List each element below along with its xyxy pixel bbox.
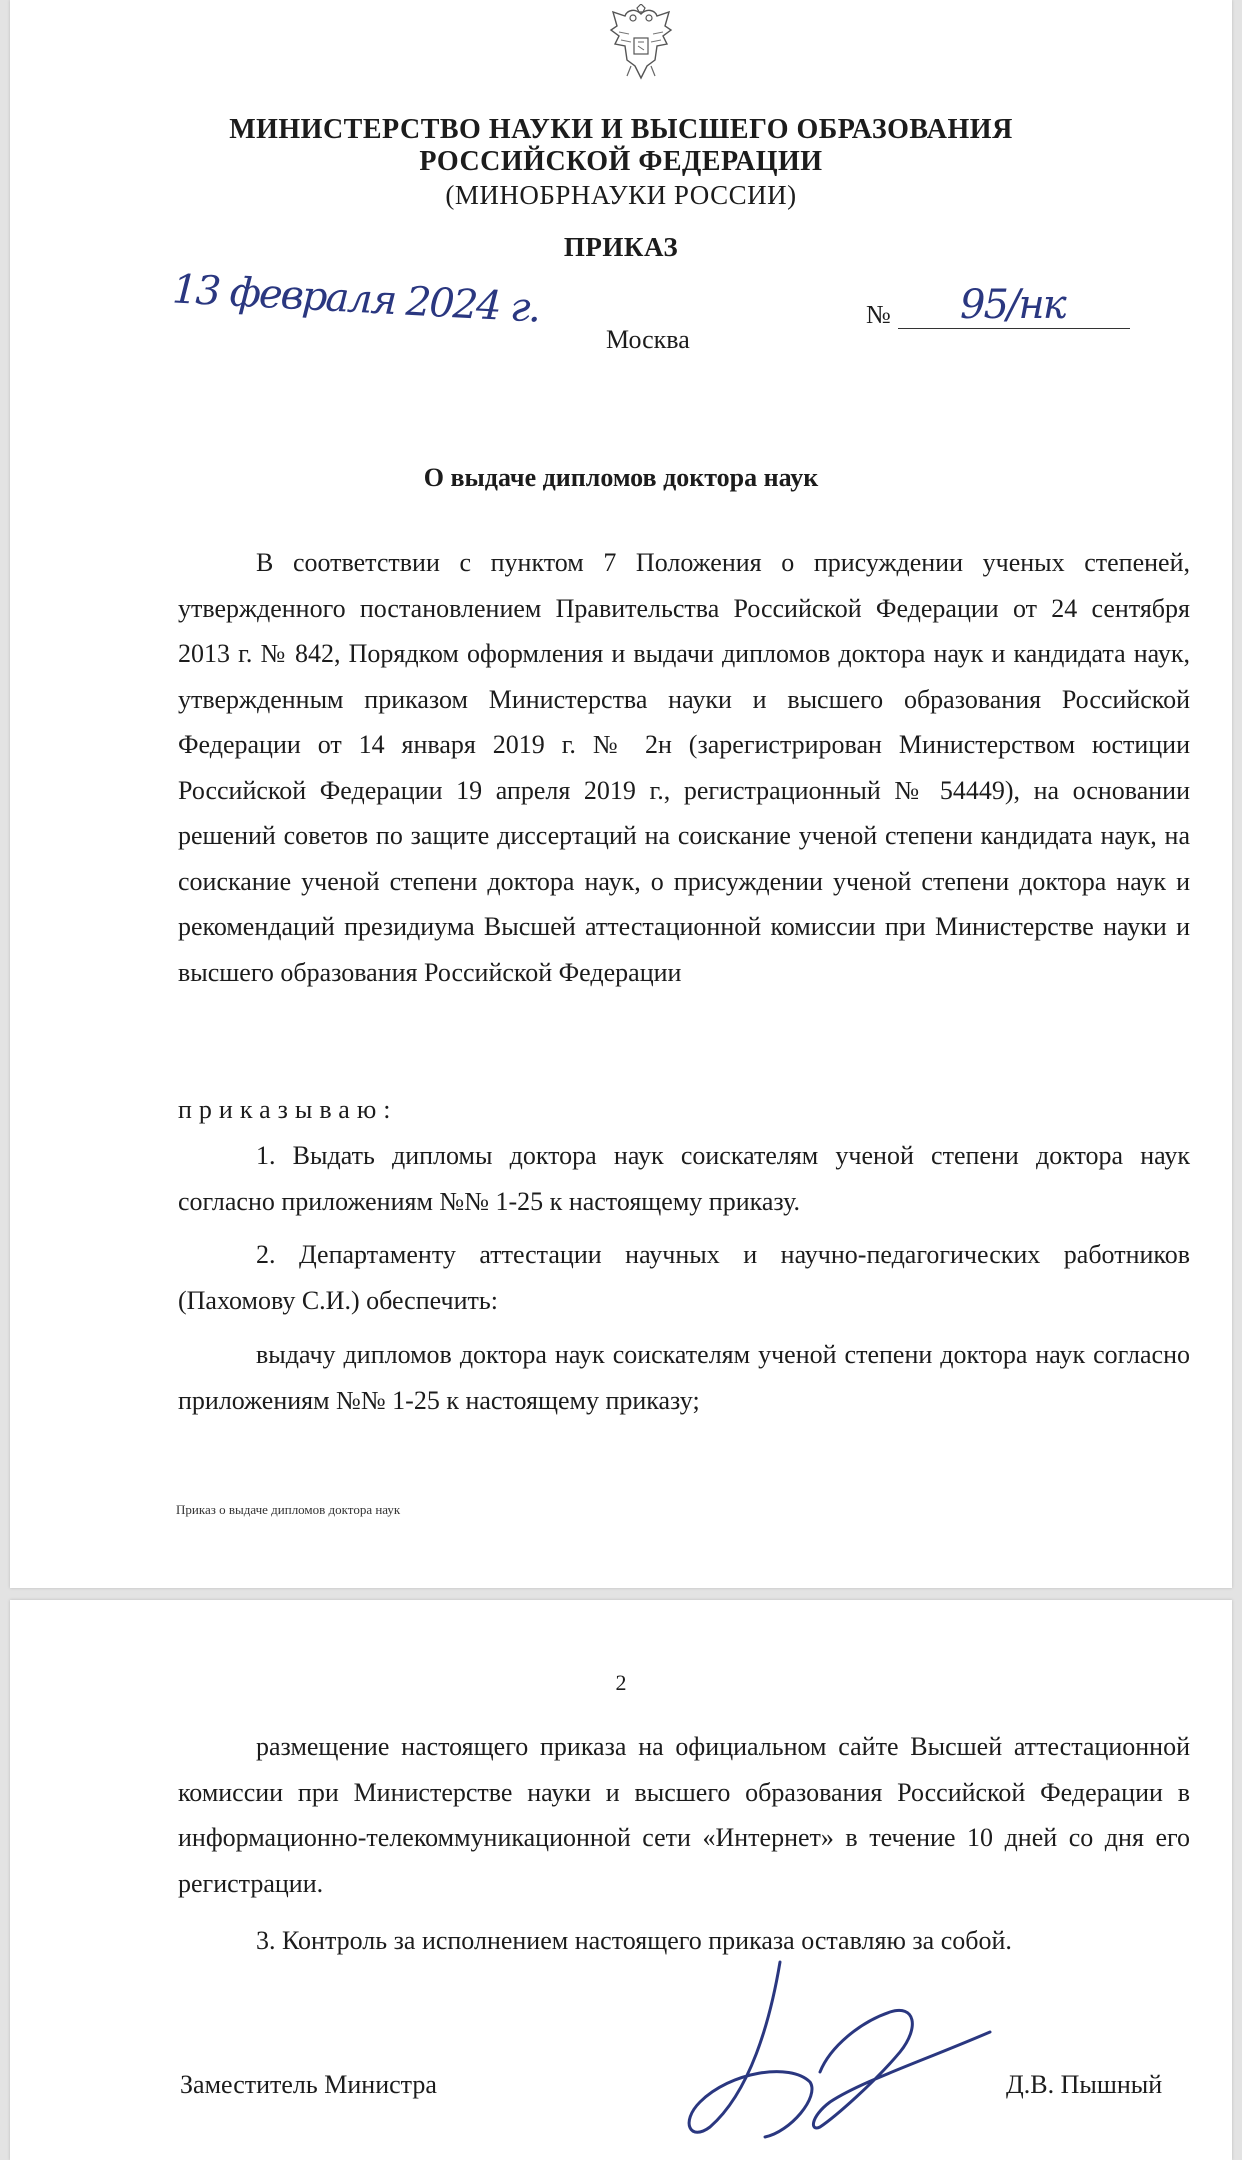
order-item-3: 3. Контроль за исполнением настоящего приказа оставляю за собой. [256,1926,1012,1955]
ministry-short-name: (МИНОБРНАУКИ РОССИИ) [445,180,797,210]
coat-of-arms-icon [605,4,677,90]
city: Москва [606,325,690,354]
document-title: О выдаче дипломов доктора наук [423,463,819,492]
preamble-paragraph: В соответствии с пунктом 7 Положения о присуждении ученых степеней, утвержденного постановлением Правительства Российской Федерации от 24 сентября 2013 г. № 842, Порядком оформления и выдачи дипломов доктора наук и кандидата наук, утвержденным приказом Министерства науки и высшего образования Российской Федерации от 14 января 2019 г. № 2н (зарегистрирован Министерством юстиции Российской Федерации 19 апреля 2019 г., регистрационный № 54449), на основании решений советов по защите диссертаций на соискание ученой степени кандидата наук, на соискание ученой степени доктора наук, о присуждении ученой степени доктора наук и рекомендаций президиума Высшей аттестационной комиссии при Министерстве науки и высшего образования Российской Федерации [178,548,1190,987]
order-word: приказываю: [178,1095,398,1124]
ministry-name-line1: МИНИСТЕРСТВО НАУКИ И ВЫСШЕГО ОБРАЗОВАНИЯ [229,114,1013,145]
page-number: 2 [615,1670,627,1695]
handwritten-date: 13 февраля 2024 г. [171,266,541,332]
document-page-2 [10,1600,1232,2160]
signatory-title: Заместитель Министра [180,2070,437,2099]
order-item-1: 1. Выдать дипломы доктора наук соискателям ученой степени доктора наук согласно приложениям №№ 1-25 к настоящему приказу. [178,1141,1190,1216]
ministry-name-line2: РОССИЙСКОЙ ФЕДЕРАЦИИ [419,146,823,177]
number-label: № [866,300,891,329]
footer-note: Приказ о выдаче дипломов доктора наук [176,1502,401,1517]
number-underline [898,328,1130,329]
order-item-2: 2. Департаменту аттестации научных и научно-педагогических работников (Пахомову С.И.) обеспечить: [178,1240,1190,1315]
signatory-name: Д.В. Пышный [1006,2070,1163,2099]
document-page-1 [10,0,1232,1588]
document-type: ПРИКАЗ [563,232,679,262]
handwritten-signature [670,1952,1000,2152]
handwritten-number: 95/нк [960,282,1065,328]
continuation-paragraph: размещение настоящего приказа на официальном сайте Высшей аттестационной комиссии при Министерстве науки и высшего образования Российской Федерации в информационно-телекоммуникационной сети «Интернет» в течение 10 дней со дня его регистрации. [178,1732,1190,1898]
order-item-2-subpoint: выдачу дипломов доктора наук соискателям ученой степени доктора наук согласно приложениям №№ 1-25 к настоящему приказу; [178,1340,1190,1415]
